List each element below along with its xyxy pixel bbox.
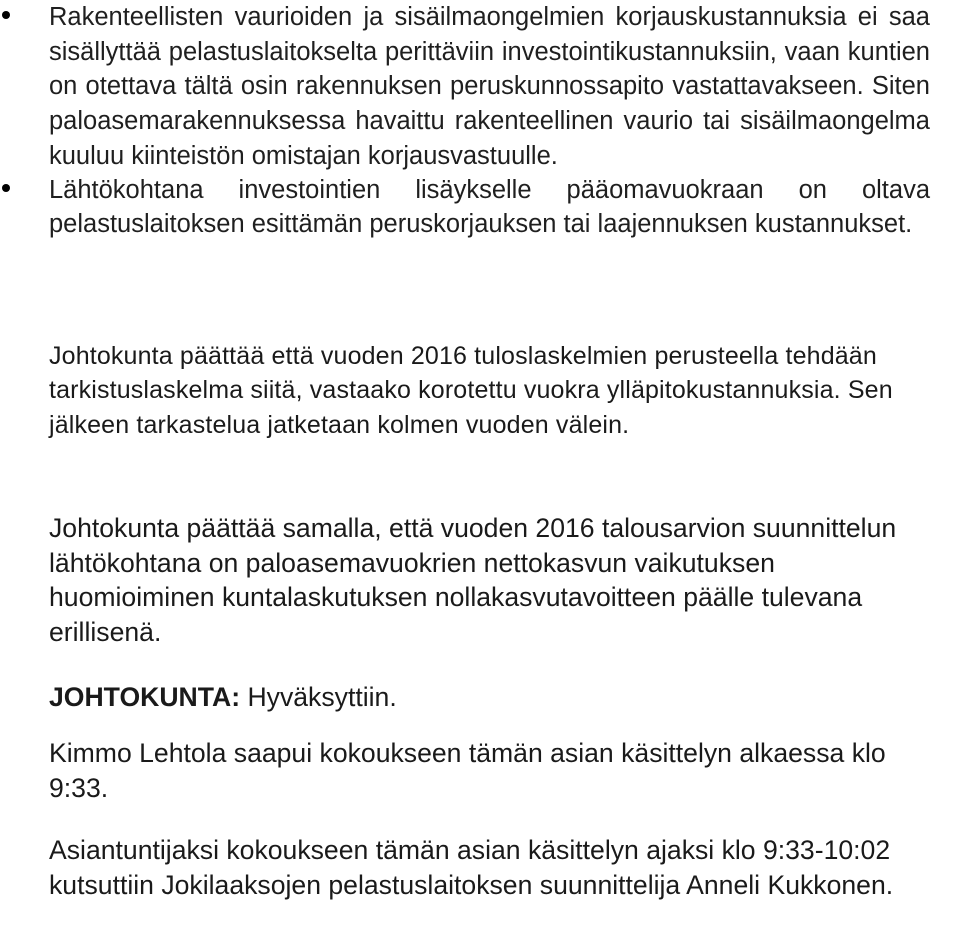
decision-paragraph-budget: Johtokunta päättää samalla, että vuoden 2016 talousarvion suunnittelun lähtökohtana on paloasemavuokrien nettokasvun vaikutuksen huomioiminen kuntalaskutuksen nollakasvutavoitteen päälle tulevana erillisenä.	[49, 513, 897, 647]
bullet-text: Lähtökohtana investointien lisäykselle pääomavuokraan on oltava pelastuslaitoksen esittämän peruskorjauksen tai laajennuksen kustannukset.	[49, 175, 930, 239]
bullet-item-repair-costs	[0, 0, 960, 174]
arrival-note: Kimmo Lehtola saapui kokoukseen tämän asian käsittelyn alkaessa klo 9:33.	[49, 738, 886, 803]
board-resolution	[49, 680, 939, 715]
expert-note: Asiantuntijaksi kokoukseen tämän asian käsittelyn ajaksi klo 9:33-10:02 kutsuttiin Jokilaaksojen pelastuslaitoksen suunnittelija Anneli Kukkonen.	[49, 835, 894, 900]
bullet-icon	[2, 11, 10, 19]
bullet-list	[0, 0, 960, 242]
bullet-text: Rakenteellisten vaurioiden ja sisäilmaongelmien korjauskustannuksia ei saa sisällyttää pelastuslaitokselta perittäviin investointikustannuksiin, vaan kuntien on otettava tältä osin rakennuksen peruskunnossapito vastattavakseen. Siten paloasemarakennuksessa havaittu rakenteellinen vaurio tai sisäilmaongelma kuuluu kiinteistön omistajan korjausvastuulle.	[49, 3, 930, 170]
board-decision: Hyväksyttiin.	[240, 682, 397, 712]
board-label: JOHTOKUNTA:	[49, 682, 241, 712]
bullet-item-investment-basis	[0, 173, 960, 242]
decision-paragraph-review: Johtokunta päättää että vuoden 2016 tuloslaskelmien perusteella tehdään tarkistuslaskelma siitä, vastaako korotettu vuokra ylläpitokustannuksia. Sen jälkeen tarkastelua jatketaan kolmen vuoden välein.	[49, 342, 893, 439]
bullet-icon	[2, 184, 10, 192]
